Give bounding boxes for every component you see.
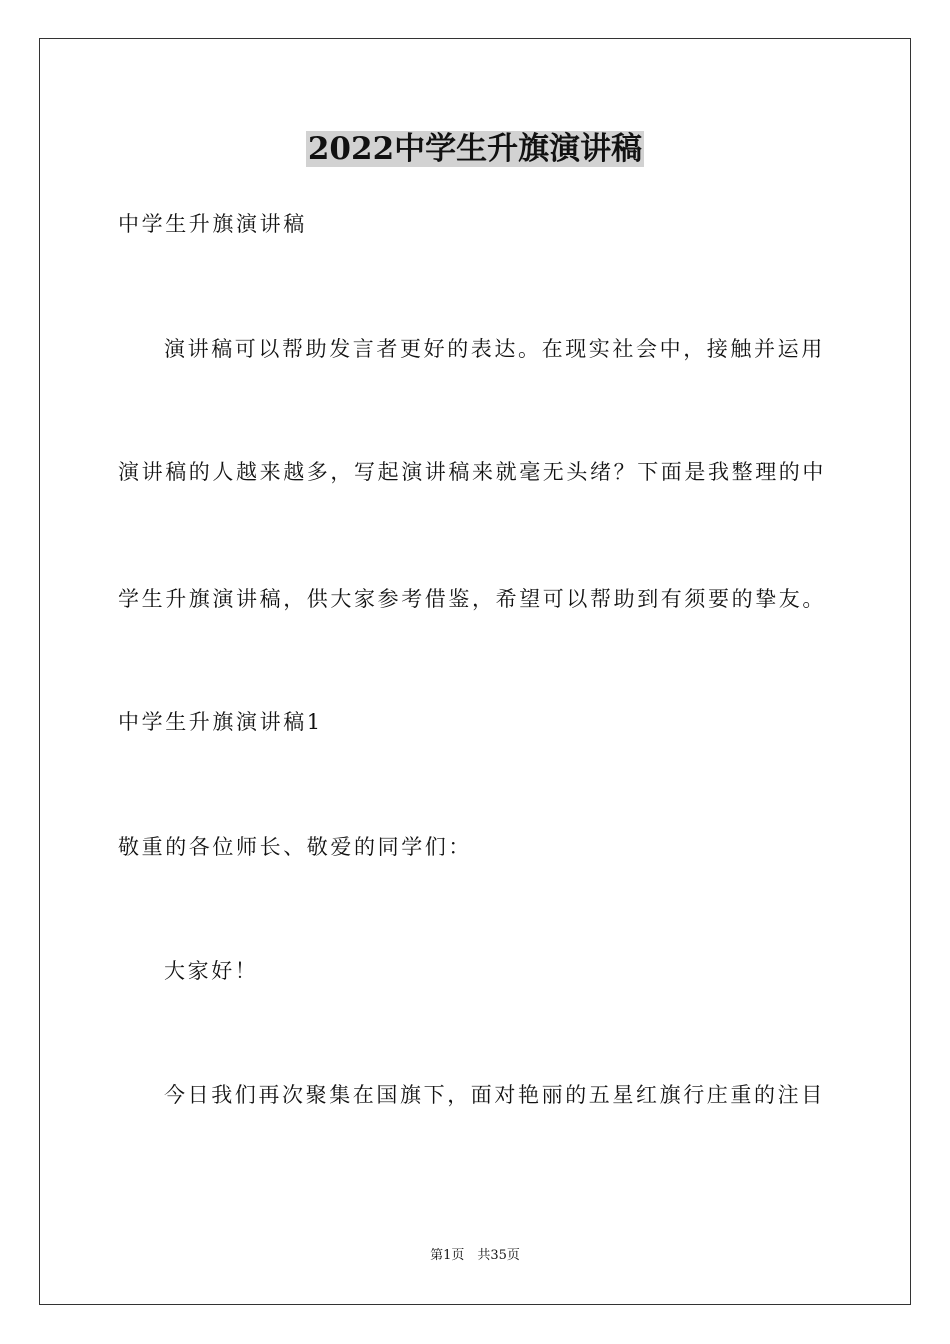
document-title bbox=[0, 127, 950, 171]
section-heading-1: 中学生升旗演讲稿1 bbox=[118, 710, 323, 734]
paragraph-intro-line-2: 演讲稿的人越来越多，写起演讲稿来就毫无头绪？下面是我整理的中 bbox=[118, 460, 826, 484]
paragraph-greeting: 大家好！ bbox=[164, 959, 259, 983]
paragraph-subtitle: 中学生升旗演讲稿 bbox=[118, 212, 307, 236]
paragraph-intro-line-3: 学生升旗演讲稿，供大家参考借鉴，希望可以帮助到有须要的挚友。 bbox=[118, 587, 826, 611]
paragraph-body-line-1: 今日我们再次聚集在国旗下，面对艳丽的五星红旗行庄重的注目 bbox=[164, 1083, 825, 1107]
page-number-footer: 第1页 共35页 bbox=[430, 1248, 520, 1263]
document-title-text: 2022中学生升旗演讲稿 bbox=[307, 131, 643, 167]
paragraph-salutation: 敬重的各位师长、敬爱的同学们： bbox=[118, 835, 472, 859]
paragraph-intro-line-1: 演讲稿可以帮助发言者更好的表达。在现实社会中，接触并运用 bbox=[164, 337, 825, 361]
